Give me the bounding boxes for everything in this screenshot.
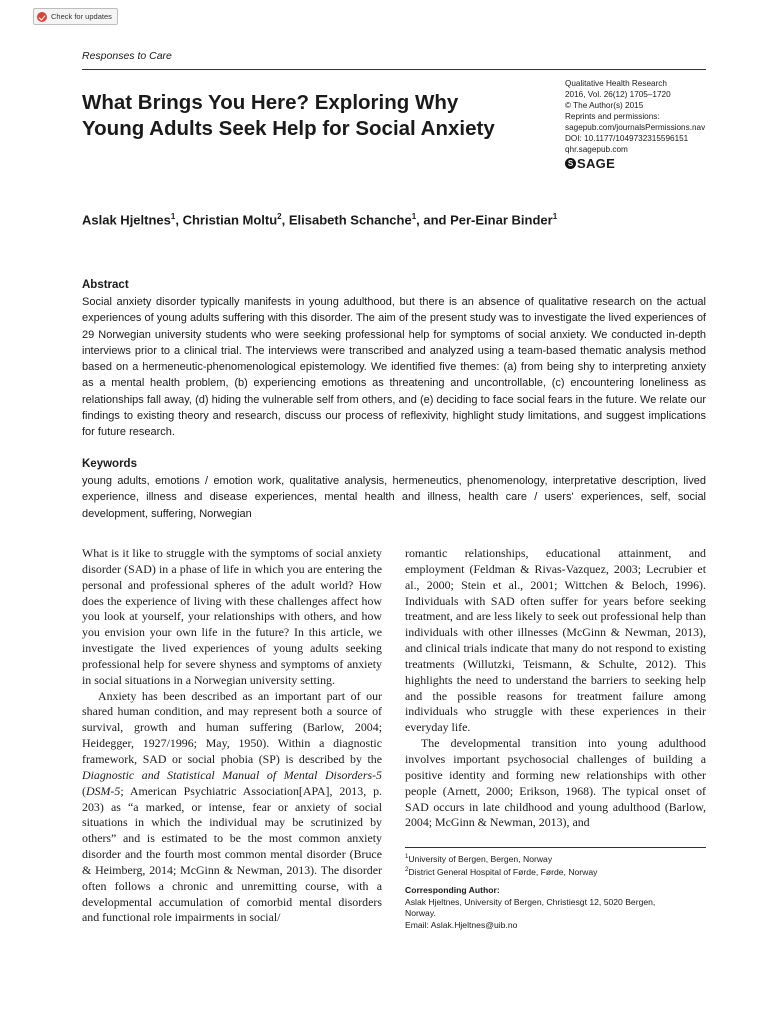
corresponding-author-heading: Corresponding Author: xyxy=(405,884,500,895)
corresponding-author-line: Norway. xyxy=(405,908,436,919)
journal-info-line: Reprints and permissions: xyxy=(565,112,660,121)
check-for-updates-badge[interactable] xyxy=(33,8,118,25)
abstract-text: Social anxiety disorder typically manifests in young adulthood, but there is an absence of qualitative research on the actual experiences of young adults suffering with this disorder. The aim of the present study was to investigate the lived experiences of 29 Norwegian university students who were seeking professional help for symptoms of social anxiety. We conducted in-depth interviews prior to a clinical trial. The interviews were transcribed and analyzed using a team-based thematic analysis method based on a hermeneutic-phenomenological epistemology. We identified five themes: (a) from being shy to interpreting anxiety as a mental health problem, (b) experiencing emotions as threatening and uncontrollable, (c) encountering loneliness as relationships fall away, (d) hiding the vulnerable self from others, and (e) deciding to face social fears in the future. We relate our findings to existing theory and research, discuss our process of reflexivity, highlight study limitations, and suggest implications for future research. xyxy=(82,296,706,439)
italic-text: Diagnostic and Statistical Manual of Mental Disorders-5 xyxy=(82,767,382,782)
author-affiliation: 1 xyxy=(170,212,176,221)
author-separator: , xyxy=(175,212,183,228)
header-rule xyxy=(82,69,706,70)
affiliation-footnote xyxy=(405,852,706,865)
publisher-logo xyxy=(565,156,615,171)
affiliation-text: District General Hospital of Førde, Førde, Norway xyxy=(408,867,598,878)
affiliation-number: 1 xyxy=(405,854,409,860)
author-name: Christian Moltu xyxy=(182,212,278,228)
author-affiliation: 2 xyxy=(277,212,282,221)
section-label: Responses to Care xyxy=(82,50,172,62)
corresponding-author-line: Email: Aslak.Hjeltnes@uib.no xyxy=(405,919,518,930)
keywords-text: young adults, emotions / emotion work, qualitative analysis, hermeneutics, phenomenology, interpretative description, lived experience, illness and disease experiences, mental health and illness, health care / users' experiences, self, social development, suffering, Norwegian xyxy=(82,475,706,520)
journal-info-line: sagepub.com/journalsPermissions.nav xyxy=(565,123,706,132)
body-text: What is it like to struggle with the symptoms of social anxiety disorder (SAD) in a phase of life in which you are entering the personal and professional spheres of the adult world? How does the experience of living with these challenges affect how you look at yourself, your relationships with others, and how you envision your own life in the future? In this article, we investigate the lived experiences of young adults seeking professional help for severe shyness and symptoms of anxiety in social situations in a Norwegian university setting. xyxy=(82,546,382,687)
publisher-name: SAGE xyxy=(577,156,616,171)
article-title: What Brings You Here? Exploring Why Young Adults Seek Help for Social Anxiety xyxy=(82,91,495,140)
author-list xyxy=(82,212,557,227)
abstract-heading: Abstract xyxy=(82,279,129,291)
author-affiliation: 1 xyxy=(411,212,417,221)
author-name: Aslak Hjeltnes xyxy=(82,212,171,228)
author-separator: , xyxy=(281,212,289,228)
journal-info-line: DOI: 10.1177/1049732315596151 xyxy=(565,134,689,143)
body-text: ; American Psychiatric Association[APA], 2013, p. 203) as “a marked, or intense, fear or anxiety of social situations in which the individual may be scrutinized by others” and is estimated to be the most common anxiety disorder and the fourth most common mental disorder (Bruce & Heimberg, 2014; McGinn & Newman, 2013). The disorder often follows a chronic and unremitting course, with a developmental accumulation of comorbid mental disorders and functional role impairments in social/ xyxy=(82,783,382,925)
journal-info xyxy=(565,78,705,155)
journal-info-line: 2016, Vol. 26(12) 1705–1720 xyxy=(565,90,671,99)
author-affiliation: 1 xyxy=(552,212,558,221)
body-text: The developmental transition into young adulthood involves important psychosocial challenges of building a positive identity and forming new relationships with other people (Arnett, 2000; Erikson, 1968). The typical onset of SAD occurs in late childhood and young adulthood (Barlow, 2004; McGinn & Newman, 2013), and xyxy=(405,736,706,830)
body-text: romantic relationships, educational attainment, and employment (Feldman & Rivas-Vazquez, 2003; Lecrubier et al., 2000; Stein et al., 2001; Wittchen & Beloch, 1996). Individuals with SAD often suffer for years before seeking treatment, and are less likely to seek out professional help than individuals with other illnesses (McGinn & Newman, 2013), and clinical trials indicate that many do not respond to existing treatments (Willutzki, Teismann, & Schulte, 2012). This highlights the need to understand the barriers to seeking help and the possible reasons for treatment failure among individuals who struggle with these experiences in their everyday life. xyxy=(405,546,706,735)
journal-info-line: © The Author(s) 2015 xyxy=(565,101,644,110)
body-paragraph xyxy=(82,689,382,927)
body-text: Anxiety has been described as an important part of our shared human condition, and may represent both a source of survival, growth and human suffering (Barlow, 2004; Heidegger, 1927/1996; May, 1950). Within a diagnostic framework, SAD or social phobia (SP) is described by the xyxy=(82,688,382,766)
journal-info-line: qhr.sagepub.com xyxy=(565,145,628,154)
body-paragraph xyxy=(405,736,706,831)
body-column-left xyxy=(82,546,382,926)
footnotes xyxy=(405,852,706,931)
corresponding-author-line: Aslak Hjeltnes, University of Bergen, Christiesgt 12, 5020 Bergen, xyxy=(405,896,656,907)
sage-logo-icon: S xyxy=(565,158,576,169)
affiliation-text: University of Bergen, Bergen, Norway xyxy=(408,853,553,864)
keywords-heading: Keywords xyxy=(82,458,137,470)
body-text: ( xyxy=(82,783,86,798)
author-name: Per-Einar Binder xyxy=(450,212,553,228)
body-paragraph xyxy=(82,546,382,689)
author-name: Elisabeth Schanche xyxy=(288,212,412,228)
check-for-updates-label: Check for updates xyxy=(51,12,112,21)
italic-text: DSM-5 xyxy=(85,783,121,798)
author-separator: , and xyxy=(416,212,451,228)
footnote-rule xyxy=(405,847,706,848)
affiliation-number: 2 xyxy=(405,867,409,874)
journal-info-line: Qualitative Health Research xyxy=(565,79,667,88)
body-column-right xyxy=(405,546,706,831)
affiliation-footnote xyxy=(405,865,706,878)
body-paragraph xyxy=(405,546,706,736)
check-icon xyxy=(37,12,47,22)
